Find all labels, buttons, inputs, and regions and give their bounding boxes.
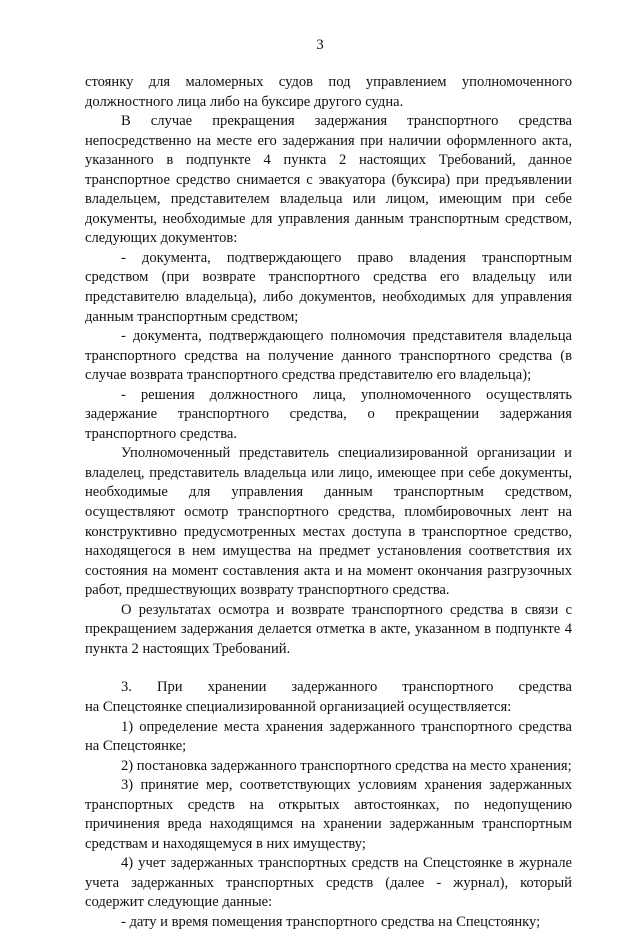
section-3-heading-word: хранении (207, 679, 267, 696)
section-3-heading-word: При (156, 679, 183, 696)
paragraph-inspection-results: О результатах осмотра и возврате транспортного средства в связи с прекращением задержания делается отметка в акте, указанном в подпункте 4 пункта 2 настоящих Требований. (85, 601, 572, 657)
section-3-item-3: 3) принятие мер, соответствующих условиям хранения задержанных транспортных средств на открытых автостоянках, по недопущению причинения вреда находящимся на хранении задержанным транспортным средствам и находящемуся в них имуществу; (85, 777, 572, 852)
paragraph-continuation: стоянку для маломерных судов под управлением уполномоченного должностного лица либо на буксире другого судна. (85, 74, 572, 110)
section-3-heading-continuation: на Спецстоянке специализированной организацией осуществляется: (85, 698, 512, 715)
paragraph-inspection: Уполномоченный представитель специализированной организации и владелец, представитель владельца или лицо, имеющее при себе документы, необходимые для управления данным транспортным средством, осуществляют осмотр транспортного средства, пломбировочных лент на конструктивно предусмотренных местах доступа в транспортное средство, находящегося в нем имущества на предмет установления соответствия их состояния на момент составления акта и на момент окончания разгрузочных работ, предшествующих возврату транспортного средства. (85, 445, 572, 599)
section-3-item-4-date: - дату и время помещения транспортного средства на Спецстоянку; (121, 913, 541, 930)
list-item-ownership-document: - документа, подтверждающего право владения транспортным средством (при возврате транспортного средства его владельцу или представителю владельца), либо документов, необходимых для управления данным транспортным средством; (85, 249, 572, 325)
section-3-heading-word: транспортного (402, 679, 494, 696)
section-3-heading-word: средства (518, 679, 572, 696)
list-item-official-decision: - решения должностного лица, уполномоченного осуществлять задержание транспортного средства, о прекращении задержания транспортного средства. (85, 386, 572, 442)
section-3-item-1: 1) определение места хранения задержанного транспортного средства на Спецстоянке; (85, 718, 572, 755)
section-3-item-2: 2) постановка задержанного транспортного средства на место хранения; (121, 757, 572, 774)
section-3-heading-word: задержанного (291, 679, 378, 696)
paragraph-release-conditions: В случае прекращения задержания транспортного средства непосредственно на месте его задержания при наличии оформленного акта, указанного в подпункте 4 пункта 2 настоящих Требований, данное транспортное средство снимается с эвакуатора (буксира) при предъявлении владельцем, представителем владельца или лицом, имеющим при себе документы, необходимые для управления данным транспортным средством, следующих документов: (85, 113, 572, 247)
section-3-item-4: 4) учет задержанных транспортных средств на Спецстоянке в журнале учета задержанных транспортных средств (далее - журнал), который содержит следующие данные: (85, 855, 572, 911)
section-3-heading (85, 678, 572, 698)
page-number: 3 (316, 37, 324, 53)
document-body (85, 73, 572, 933)
list-item-representative-authority: - документа, подтверждающего полномочия представителя владельца транспортного средства на получение данного транспортного средства (в случае возврата транспортного средства представителю его владельца); (85, 328, 572, 384)
section-3-heading-word: 3. (121, 679, 132, 696)
